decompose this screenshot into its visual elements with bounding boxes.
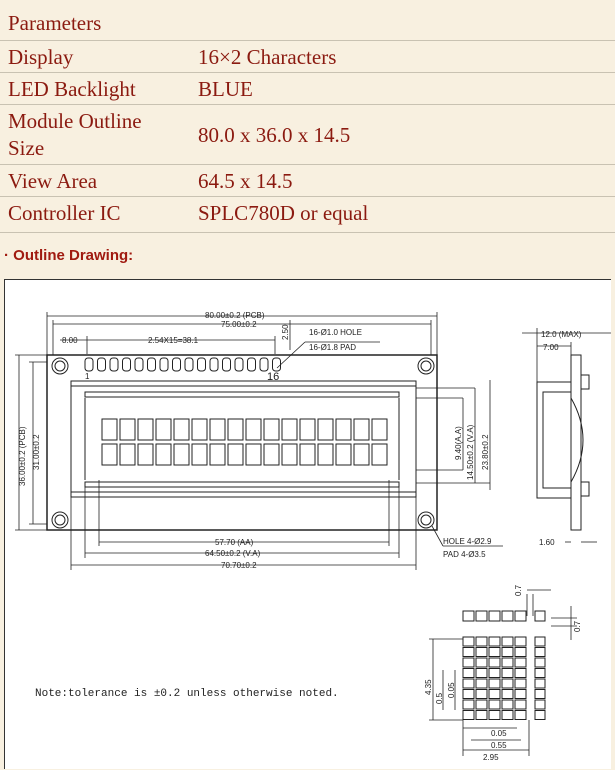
param-value: 16×2 Characters (198, 45, 337, 69)
pixel-dot (535, 648, 545, 657)
dim-label: 0.7 (573, 620, 582, 632)
dim-label: 0.05 (491, 729, 507, 738)
pixel-dot (502, 648, 513, 657)
technical-drawing (5, 280, 611, 769)
pixel-dot (489, 637, 500, 646)
character-cell (174, 444, 189, 465)
dim-label: 0.55 (491, 741, 507, 750)
character-cell (102, 419, 117, 440)
pin (198, 358, 206, 371)
pixel-dot (463, 648, 474, 657)
character-cell (138, 419, 153, 440)
character-cell (192, 419, 207, 440)
side-view (522, 328, 611, 542)
pin (98, 358, 106, 371)
pin-label: 16 (267, 371, 280, 383)
dim-label: 23.80±0.2 (481, 434, 490, 470)
param-value: BLUE (198, 77, 253, 101)
dim-label: 9.40(A.A) (454, 426, 463, 460)
pin (248, 358, 256, 371)
dim-label: 0.7 (514, 584, 523, 596)
pin (260, 358, 268, 371)
param-row-controller (0, 196, 615, 233)
character-cell (282, 444, 297, 465)
pixel-dot (463, 669, 474, 678)
tolerance-note: Note:tolerance is ±0.2 unless otherwise noted. (35, 688, 339, 700)
pixel-dot (515, 700, 526, 709)
character-cell (264, 444, 279, 465)
pixel-dot (515, 658, 526, 667)
pixel-dot (515, 711, 526, 720)
dim-label: 1.60 (539, 538, 555, 547)
character-cell (318, 444, 333, 465)
dim-label: 75.00±0.2 (221, 320, 257, 329)
pixel-dot (463, 679, 474, 688)
pixel-dot (476, 690, 487, 699)
param-row-display (0, 40, 615, 73)
pixel-dot (463, 711, 474, 720)
pixel-dot (502, 658, 513, 667)
param-value: SPLC780D or equal (198, 201, 369, 225)
pin (235, 358, 243, 371)
dim-label: PAD 4-Ø3.5 (443, 550, 486, 559)
pixel-dot (489, 679, 500, 688)
character-detail (463, 611, 545, 720)
character-cell (156, 444, 171, 465)
pixel-dot (535, 679, 545, 688)
pixel-dot (515, 679, 526, 688)
dim-label: 0.05 (447, 682, 456, 698)
pixel-dot (489, 648, 500, 657)
character-cell (120, 419, 135, 440)
pin (123, 358, 131, 371)
dim-label: HOLE 4-Ø2.9 (443, 537, 492, 546)
pixel-dot (476, 700, 487, 709)
dim-label: 16-Ø1.8 PAD (309, 343, 356, 352)
dim-label: 31.00±0.2 (32, 434, 41, 470)
pixel-dot (476, 658, 487, 667)
mount-hole (418, 358, 434, 374)
outline-caption: · Outline Drawing: (4, 247, 134, 264)
pixel-dot (489, 690, 500, 699)
pixel-dot (463, 690, 474, 699)
pixel-dot (476, 669, 487, 678)
param-label: Size (8, 136, 45, 160)
dim-label: 8.00 (62, 336, 78, 345)
param-row-view-area (0, 164, 615, 197)
pin (223, 358, 231, 371)
character-cell (246, 444, 261, 465)
pixel-dot (535, 711, 545, 720)
pin (135, 358, 143, 371)
pixel-dot (502, 700, 513, 709)
mount-hole (52, 358, 68, 374)
pixel-dot (463, 700, 474, 709)
pin (110, 358, 118, 371)
pin (210, 358, 218, 371)
dim-label: 36.00±0.2 (PCB) (18, 426, 27, 486)
mount-hole (418, 512, 434, 528)
dim-label: 80.00±0.2 (PCB) (205, 311, 265, 320)
pin (85, 358, 93, 371)
pixel-dot (476, 711, 487, 720)
pin-row (85, 358, 281, 371)
dim-label: 0.5 (435, 692, 444, 704)
pixel-dot (476, 679, 487, 688)
character-cell (372, 419, 387, 440)
cursor-dot (463, 611, 474, 621)
pixel-dot (535, 700, 545, 709)
character-cell (138, 444, 153, 465)
param-value: 64.5 x 14.5 (198, 169, 293, 193)
pixel-dot (502, 637, 513, 646)
pixel-dot (463, 637, 474, 646)
dim-label: 14.50±0.2 (V.A) (466, 424, 475, 480)
pixel-dot (476, 648, 487, 657)
character-cell (246, 419, 261, 440)
param-label: Module Outline (8, 109, 142, 133)
character-cell (120, 444, 135, 465)
param-label: Display (8, 45, 74, 69)
character-cell (282, 419, 297, 440)
param-header-row (0, 0, 615, 40)
pixel-dot (515, 690, 526, 699)
cursor-dot (489, 611, 500, 621)
pin (185, 358, 193, 371)
param-value: 80.0 x 36.0 x 14.5 (198, 123, 351, 147)
pixel-dot (535, 669, 545, 678)
character-cell (300, 444, 315, 465)
character-cell (156, 419, 171, 440)
character-cell (318, 419, 333, 440)
pixel-dot (489, 669, 500, 678)
pin-label: 1 (85, 372, 90, 381)
param-label: View Area (8, 169, 98, 193)
dim-label: 2.95 (483, 753, 499, 762)
dim-label: 2.50 (281, 324, 290, 340)
param-row-backlight (0, 72, 615, 105)
character-cell (354, 419, 369, 440)
pixel-dot (515, 637, 526, 646)
character-cell (300, 419, 315, 440)
pixel-dot (502, 679, 513, 688)
cursor-dot (502, 611, 513, 621)
pin (160, 358, 168, 371)
pixel-dot (476, 637, 487, 646)
dim-label: 16-Ø1.0 HOLE (309, 328, 362, 337)
character-cell (336, 419, 351, 440)
pixel-dot (515, 669, 526, 678)
pixel-dot (489, 658, 500, 667)
pixel-dot (535, 658, 545, 667)
character-cell (354, 444, 369, 465)
pixel-dot (502, 669, 513, 678)
character-cell (210, 419, 225, 440)
character-cell (102, 444, 117, 465)
pixel-dot (489, 700, 500, 709)
dim-label: 12.0 (MAX) (541, 330, 582, 339)
cursor-dot (535, 611, 545, 621)
pin (173, 358, 181, 371)
character-cell (372, 444, 387, 465)
pin (273, 358, 281, 371)
cursor-dot (476, 611, 487, 621)
dim-label: 70.70±0.2 (221, 561, 257, 570)
pixel-dot (489, 711, 500, 720)
outline-drawing (4, 279, 611, 769)
param-row-outline (0, 104, 615, 165)
dim-label: 64.50±0.2 (V.A) (205, 549, 261, 558)
character-cell (192, 444, 207, 465)
pixel-dot (463, 658, 474, 667)
character-cell (174, 419, 189, 440)
param-header: Parameters (8, 11, 102, 35)
pixel-dot (535, 637, 545, 646)
pixel-dot (502, 711, 513, 720)
pin (148, 358, 156, 371)
divider (0, 232, 615, 233)
pixel-dot (515, 648, 526, 657)
cursor-dot (515, 611, 526, 621)
character-cell (210, 444, 225, 465)
param-label: LED Backlight (8, 77, 136, 101)
param-label: Controller IC (8, 201, 121, 225)
character-cell (264, 419, 279, 440)
pixel-dot (502, 690, 513, 699)
dim-label: 7.00 (543, 343, 559, 352)
character-cell (336, 444, 351, 465)
dim-label: 2.54X15=38.1 (148, 336, 199, 345)
mount-hole (52, 512, 68, 528)
dim-label: 4.35 (424, 679, 433, 695)
pixel-dot (535, 690, 545, 699)
dim-label: 57.70 (AA) (215, 538, 254, 547)
character-cells (102, 419, 387, 465)
character-cell (228, 419, 243, 440)
character-cell (228, 444, 243, 465)
